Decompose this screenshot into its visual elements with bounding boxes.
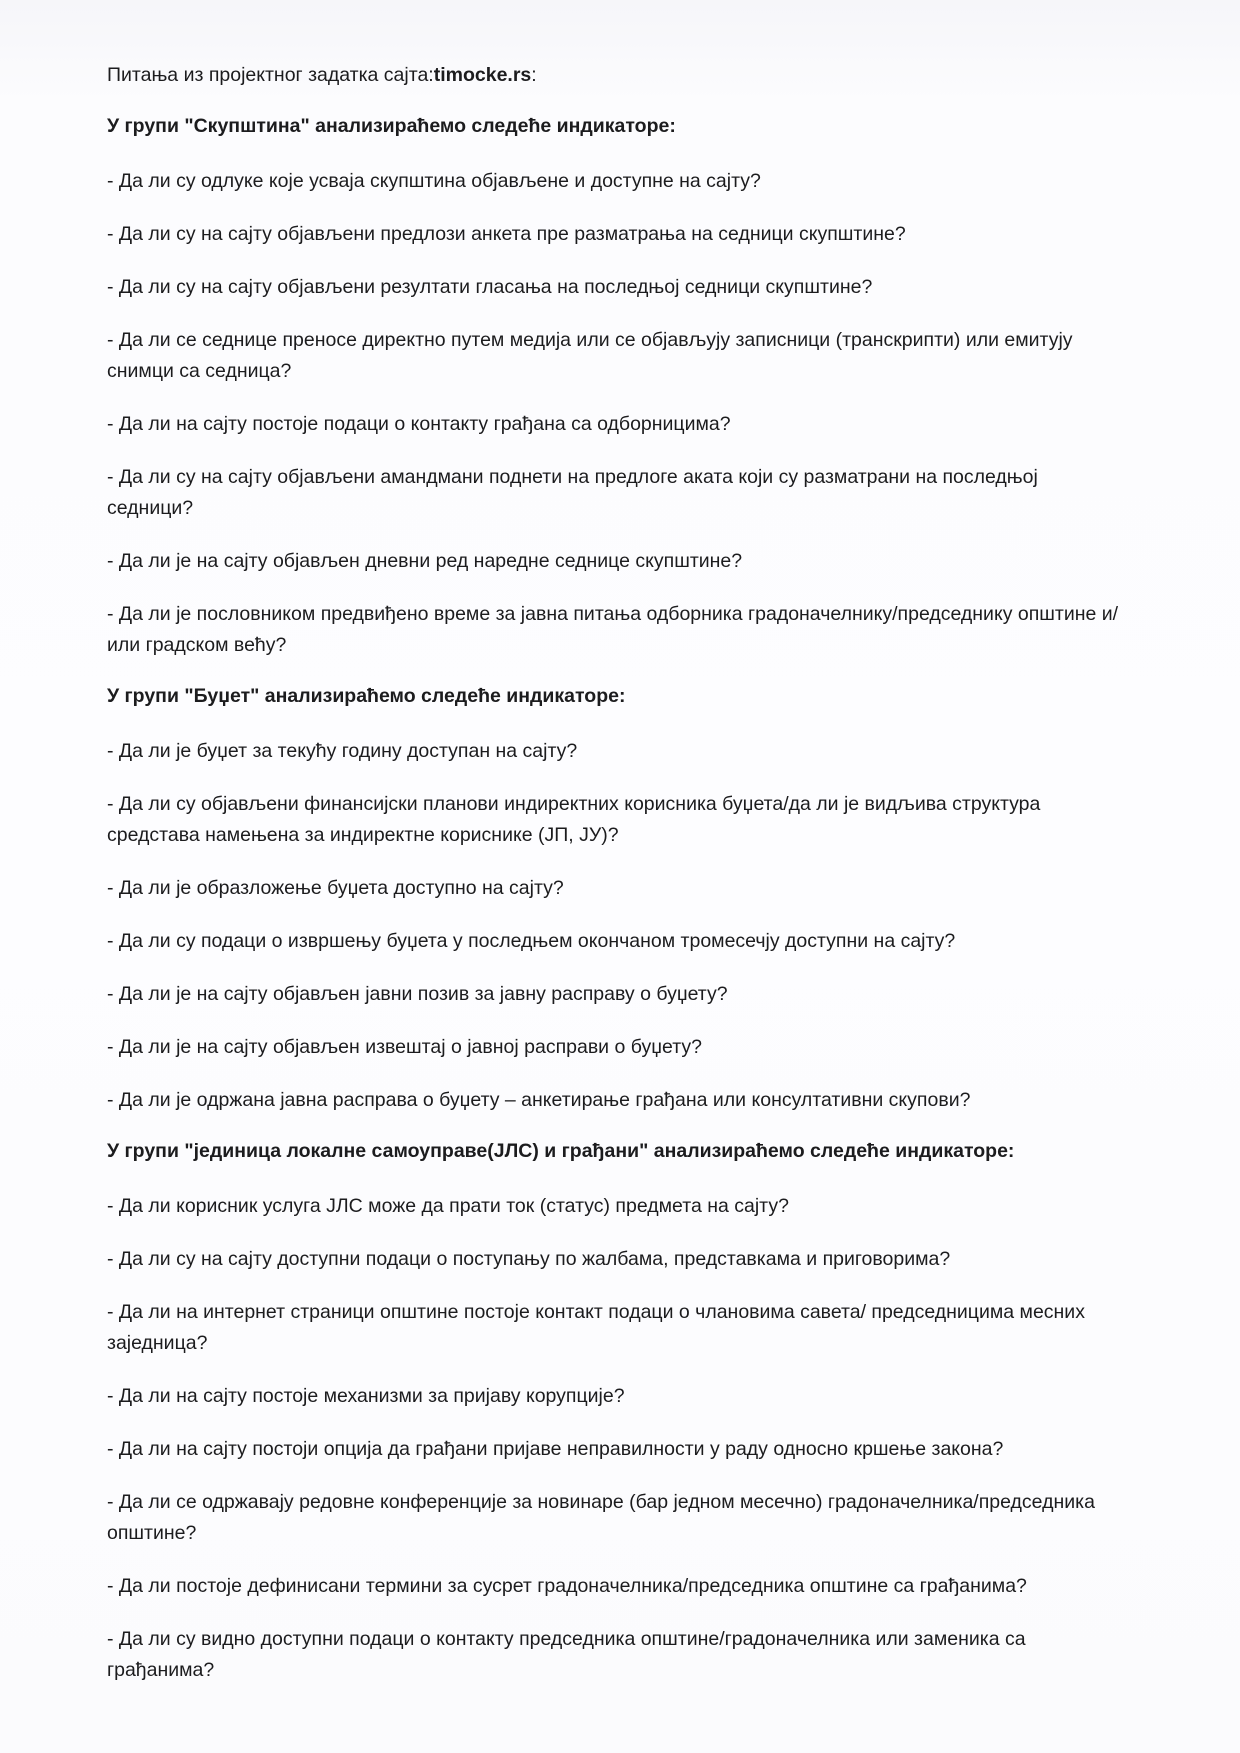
group-local-government [107,1138,1127,1686]
question-item: - Да ли је образложење буџета доступно на сајту? [107,877,564,899]
question-item: - Да ли су на сајту објављени предлози анкета пре разматрања на седници скупштине? [107,223,906,245]
question-item: - Да ли су подаци о извршењу буџета у последњем окончаном тромесечју доступни на сајту? [107,930,956,952]
intro-text: Питања из пројектног задатка сајта: [107,64,434,86]
question-item: - Да ли на сајту постоји опција да грађани пријаве неправилности у раду односно кршење закона? [107,1438,1004,1460]
question-item: - Да ли су објављени финансијски планови индиректних корисника буџета/да ли је видљива структура средстава намењена за индиректне кориснике (ЈП, ЈУ)? [107,793,1041,846]
document-body [107,62,1127,1708]
intro-site: timocke.rs [433,64,532,86]
question-item: - Да ли је буџет за текућу годину доступан на сајту? [107,740,578,762]
question-item: - Да ли се седнице преносе директно путем медија или се објављују записници (транскрипти) или емитују снимци са седница? [107,329,1073,382]
question-item: - Да ли је на сајту објављен дневни ред наредне седнице скупштине? [107,550,743,572]
question-item: - Да ли су на сајту објављени резултати гласања на последњој седници скупштине? [107,276,873,298]
question-list [107,736,1127,1116]
question-item: - Да ли је на сајту објављен извештај о јавној расправи о буџету? [107,1036,702,1058]
group-heading: У групи "Буџет" анализираћемо следеће индикаторе: [107,685,626,707]
question-item: - Да ли на сајту постоје подаци о контакту грађана са одборницима? [107,413,731,435]
question-item: - Да ли на интернет страници општине постоје контакт подаци о члановима савета/ председницима месних заједница? [107,1301,1085,1354]
group-heading: У групи "јединица локалне самоуправе(ЈЛС) и грађани" анализираћемо следеће индикаторе: [107,1140,1015,1162]
question-item: - Да ли се одржавају редовне конференције за новинаре (бар једном месечно) градоначелника/председника општине? [107,1491,1095,1544]
question-list [107,1191,1127,1686]
group-budget [107,683,1127,1116]
question-item: - Да ли корисник услуга ЈЛС може да прати ток (статус) предмета на сајту? [107,1195,789,1217]
intro-suffix: : [531,64,537,86]
question-item: - Да ли су на сајту доступни подаци о поступању по жалбама, представкама и приговорима? [107,1248,951,1270]
question-item: - Да ли је одржана јавна расправа о буџету – анкетирање грађана или консултативни скупови? [107,1089,971,1111]
question-item: - Да ли је пословником предвиђено време за јавна питања одборника градоначелнику/председнику општине и/или градском већу? [107,603,1119,656]
question-item: - Да ли је на сајту објављен јавни позив за јавну расправу о буџету? [107,983,728,1005]
group-heading: У групи "Скупштина" анализираћемо следеће индикаторе: [107,115,676,137]
question-item: - Да ли су одлуке које усваја скупштина објављене и доступне на сајту? [107,170,761,192]
question-item: - Да ли су видно доступни подаци о контакту председника општине/градоначелника или заменика са грађанима? [107,1628,1026,1681]
document-intro [107,62,1127,88]
question-item: - Да ли су на сајту објављени амандмани поднети на предлоге аката који су разматрани на последњој седници? [107,466,1038,519]
question-item: - Да ли на сајту постоје механизми за пријаву корупције? [107,1385,625,1407]
question-list [107,166,1127,661]
group-assembly [107,113,1127,661]
question-item: - Да ли постоје дефинисани термини за сусрет градоначелника/председника општине са грађанима? [107,1575,1027,1597]
